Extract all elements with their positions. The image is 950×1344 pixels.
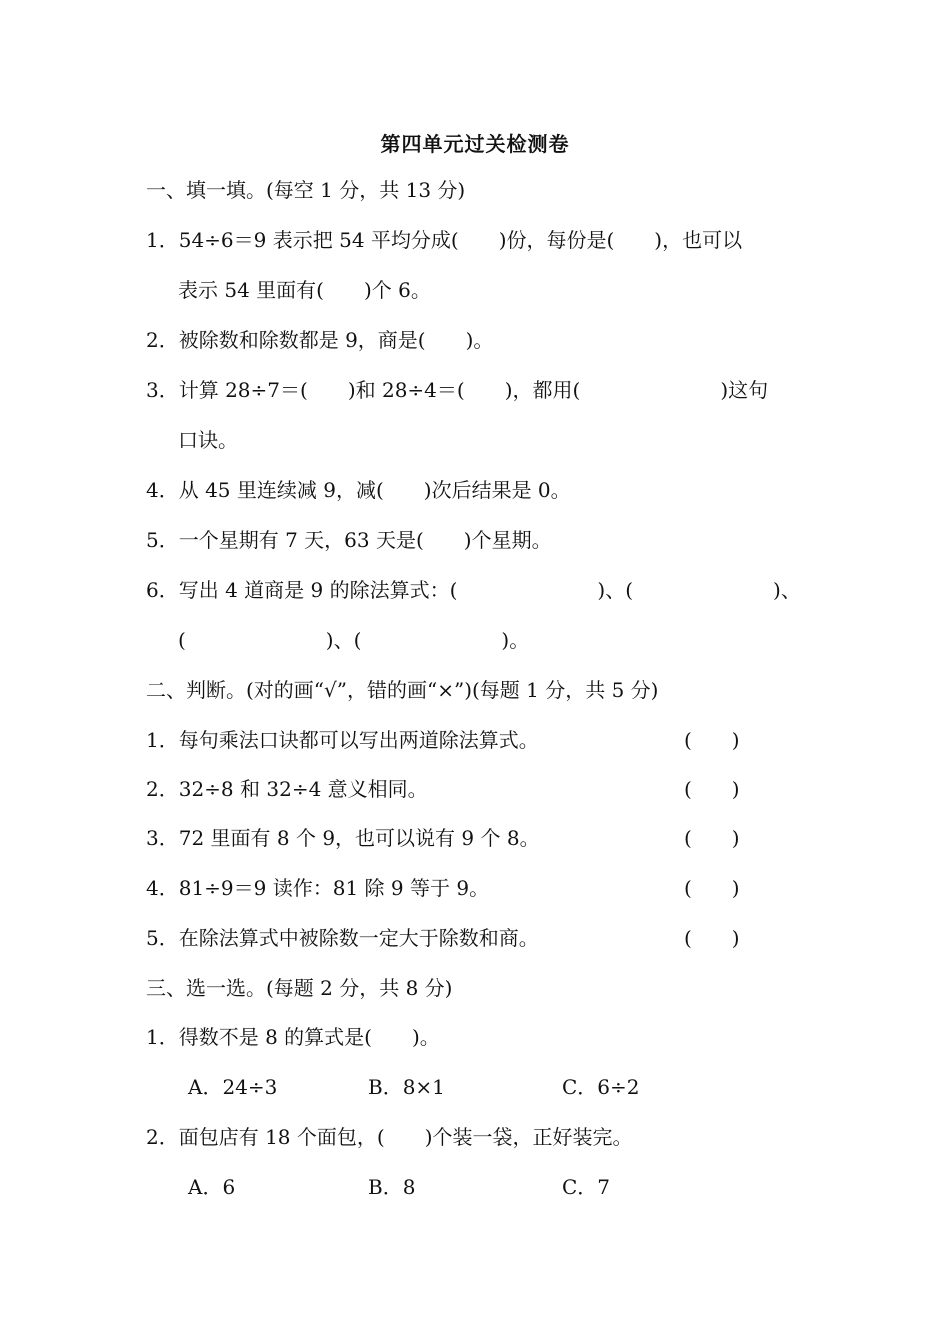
s3-q2-option-b: B．8 [368,1175,416,1199]
s1-question-2: 2．被除数和除数都是 9，商是( )。 [146,328,494,352]
s3-question-1: 1．得数不是 8 的算式是( )。 [146,1025,440,1049]
judgment-item-2: 2．32÷8 和 32÷4 意义相同。 [146,777,428,801]
judgment-answer-paren-4: ( ) [684,876,740,900]
section1-heading: 一、填一填。(每空 1 分，共 13 分) [146,178,466,202]
s3-q2-option-a: A．6 [188,1175,236,1199]
s1-question-3-line1: 3．计算 28÷7＝( )和 28÷4＝( )，都用( )这句 [146,378,769,402]
s1-question-3-line2: 口诀。 [178,428,238,452]
section3-heading: 三、选一选。(每题 2 分，共 8 分) [146,976,453,1000]
s3-q1-option-c: C．6÷2 [562,1075,640,1099]
s3-q1-option-b: B．8×1 [368,1075,445,1099]
judgment-answer-paren-5: ( ) [684,926,740,950]
judgment-item-1: 1．每句乘法口诀都可以写出两道除法算式。 [146,728,539,752]
page-title: 第四单元过关检测卷 [380,132,570,156]
judgment-item-5: 5．在除法算式中被除数一定大于除数和商。 [146,926,539,950]
s3-q2-option-c: C．7 [562,1175,611,1199]
s1-question-1-line1: 1．54÷6＝9 表示把 54 平均分成( )份，每份是( )，也可以 [146,228,743,252]
judgment-answer-paren-2: ( ) [684,777,740,801]
s1-question-6-line2: ( )、( )。 [178,628,530,652]
judgment-item-4: 4．81÷9＝9 读作：81 除 9 等于 9。 [146,876,490,900]
section2-heading: 二、判断。(对的画“√”，错的画“×”)(每题 1 分，共 5 分) [146,678,659,702]
s1-question-6-line1: 6．写出 4 道商是 9 的除法算式：( )、( )、 [146,578,801,602]
judgment-answer-paren-1: ( ) [684,728,740,752]
s1-question-1-line2: 表示 54 里面有( )个 6。 [178,278,431,302]
s3-q1-option-a: A．24÷3 [188,1075,278,1099]
s1-question-5: 5．一个星期有 7 天，63 天是( )个星期。 [146,528,552,552]
s3-question-2: 2．面包店有 18 个面包，( )个装一袋，正好装完。 [146,1125,633,1149]
s1-question-4: 4．从 45 里连续减 9，减( )次后结果是 0。 [146,478,571,502]
judgment-item-3: 3．72 里面有 8 个 9，也可以说有 9 个 8。 [146,826,540,850]
judgment-answer-paren-3: ( ) [684,826,740,850]
